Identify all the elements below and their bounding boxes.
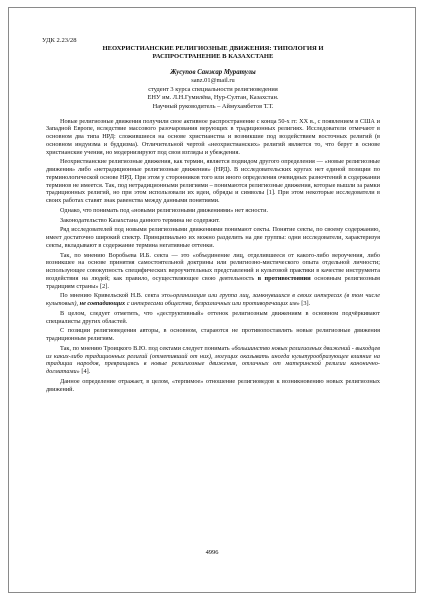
author-email: sanz.01@mail.ru xyxy=(191,77,235,85)
troitsky-italic: большинство новых религиозных движений - выходцев из каких-либо традиционных религий (отметивший от них), могущих оказывать иногда культурообразующее влияние на традиции народов, превращаясь в новые религиозные движения, отличных от материнской религии канонично-догматами xyxy=(46,344,380,376)
author-status: студент 3 курса специальности религиоведения xyxy=(148,85,278,93)
document-page xyxy=(42,37,380,395)
paragraph-unclear: Однако, что понимать под «новыми религиозными движениями» нет ясности. xyxy=(60,206,269,214)
paragraph-sects: Ряд исследователей под новыми религиозными движениями понимают секты. Понятие секты, по своему содержанию, имеет достаточно широкий спектр. Принципиально их можно разделить на две группы: одни исследователи, характеризуя секты, вкладывают в содержание термина негативные оттенки. xyxy=(46,226,380,249)
title-line-2: РАСПРОСТРАНЕНИЕ В КАЗАХСТАНЕ xyxy=(152,53,274,61)
paragraph-vorobyova xyxy=(46,252,380,291)
article-body xyxy=(46,118,380,394)
vorobyova-bold: в противостоянии xyxy=(257,274,311,282)
krivelskaya-italic-1: организация или группа лиц, замкнувшихся в своих интересах (в том числе культовых), xyxy=(46,292,380,308)
krivelskaya-end: » [3]. xyxy=(296,300,311,308)
krivelskaya-bold-italic: не совпадающих xyxy=(79,300,126,308)
page-number: 4996 xyxy=(205,549,219,556)
scientific-supervisor: Научный руководитель – Аймухамбетов Т.Т. xyxy=(152,103,274,110)
paragraph-krivelskaya xyxy=(46,292,380,308)
udk-code: УДК 2.23/28 xyxy=(42,37,77,44)
vorobyova-text: Так, по мнению Воробьева И.Б. секта — это «объединение лиц, отделившееся от какого-либо вероучения, либо возникшее на основе принятия самостоятельной доктрины или религиозно-мистического опыта отдельной личности; использующее совокупность специфических вероучительных представлений и культовой практики в качестве инструмента воздействия на людей; как правило, осуществляющее свою деятельность xyxy=(46,251,380,282)
troitsky-end: » [4]. xyxy=(76,368,91,376)
krivelskaya-text: По мнению Кривельской Н.В. секта это» xyxy=(60,292,173,300)
paragraph-general: В целом, следует отметить, что «деструктивный» оттенок религиозным движениям в основном подчёркивают специалисты других областей. xyxy=(46,309,380,325)
krivelskaya-italic-2: с интересами общества, безразличных или противоречащих им xyxy=(125,300,297,308)
article-title xyxy=(46,45,380,62)
author-name: Жусупов Санжар Муратулы xyxy=(170,68,256,76)
paragraph-intro: Новые религиозные движения получили свое активное распространение с конца 50-х гг. XX в., с появлением в США и Западной Европе, вследствие массового разочарования верующих в традиционных религиях. Исследователи отмечают в основном два типа НРД: сложившиеся на основе христианства и возникшие под воздействием восточных религий (в основном индуизма и буддизма). Отличительной чертой «неохристианских» религий является то, что берут в основе христианские учения, но модернизируют под свои взгляды и убеждения. xyxy=(46,117,380,156)
vorobyova-end: основным религиозным традициям страны» [2]. xyxy=(46,274,380,290)
author-university: ЕНУ им. Л.Н.Гумилёва, Нур-Султан, Казахстан. xyxy=(147,94,279,102)
troitsky-text: Так, по мнению Троицкого В.Ю. под сектами следует понимать « xyxy=(60,344,235,352)
paragraph-position: С позиции религиоведения авторы, в основном, стараются не противопоставлять новые религиозные движения традиционным религиям. xyxy=(46,327,380,343)
paragraph-terminology: Неохристианские религиозные движения, как термин, является подвидом другого определения — «новые религиозные движения» либо «нетрадиционные религиозные движения» (НРД). В исследовательских кругах нет единой позиции по терминологической основе НРД. При этом у сторонников того или иного определения очевидных разночтений в содержании терминов не имеется. Так, под нетрадиционными религиями – понимаются религиозные движения, которые вышли за рамки традиционных религий, но при этом использовали их идеи, обряды и символы [1]. При этом некоторые исследователи в своих работах ставят знак равенства между данными понятиями. xyxy=(46,158,380,205)
title-line-1: НЕОХРИСТИАНСКИЕ РЕЛИГИОЗНЫЕ ДВИЖЕНИЯ: ТИПОЛОГИЯ И xyxy=(102,45,324,52)
paragraph-troitsky xyxy=(46,345,380,376)
paragraph-legislation: Законодательство Казахстана данного термина не содержит. xyxy=(60,216,220,224)
affiliation-block xyxy=(46,77,380,111)
paragraph-conclusion: Данное определение отражает, в целом, «терпимое» отношение религиоведов к возникновению новых религиозных движений. xyxy=(46,377,380,393)
